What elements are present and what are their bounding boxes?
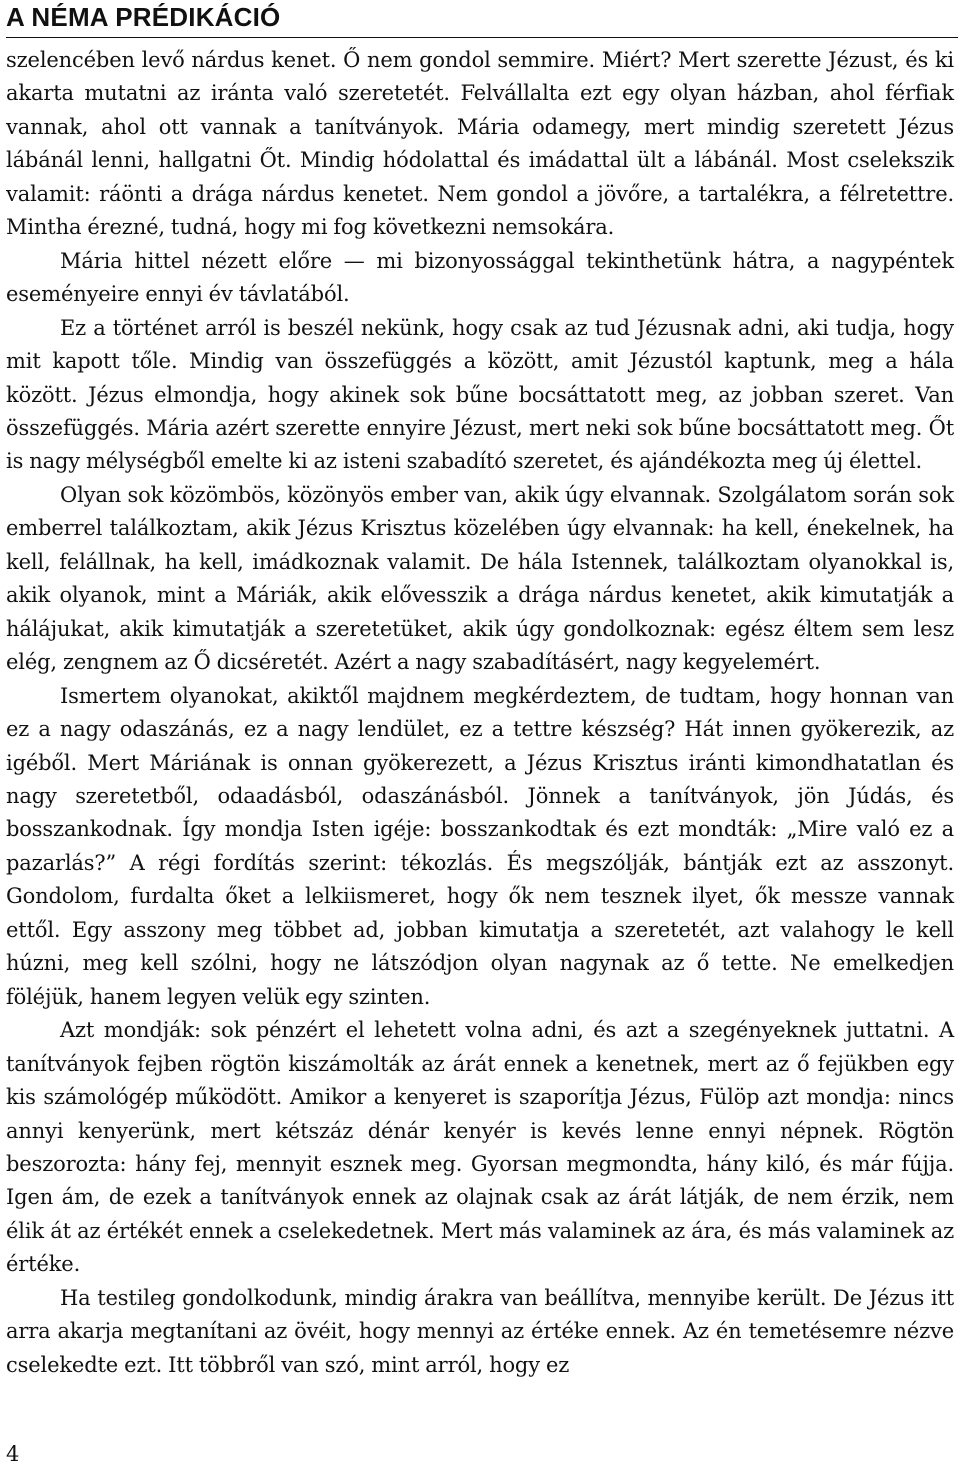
paragraph-2: Mária hittel nézett előre — mi bizonyossággal tekinthetünk hátra, a nagypéntek eseményeire ennyi év távlatából. — [6, 248, 954, 307]
header-title: A NÉMA PRÉDIKÁCIÓ — [6, 2, 281, 32]
paragraph-4: Olyan sok közömbös, közönyös ember van, akik úgy elvannak. Szolgálatom során sok emberrel találkoztam, akik Jézus Krisztus közelében úgy elvannak: ha kell, énekelnek, ha kell, felállnak, ha kell, imádkoznak valamit. De hála Istennek, találkoztam olyanokkal is, akik olyanok, mint a Máriák, akik elővesszik a drága nárdus kenetet, akik kimutatják a hálájukat, akik kimutatják a szeretetüket, akik úgy gondolkoznak: egész éltem sem lesz elég, zengnem az Ő dicséretét. Azért a nagy szabadításért, nagy kegyelemért. — [6, 482, 954, 675]
paragraph-7: Ha testileg gondolkodunk, mindig árakra van beállítva, mennyibe került. De Jézus itt arra akarja megtanítani az övéit, hogy mennyi az értéke ennek. Az én temetésemre nézve cselekedte ezt. Itt többről van szó, mint arról, hogy ez — [6, 1285, 954, 1377]
body-text — [6, 44, 954, 1382]
paragraph-1: szelencében levő nárdus kenet. Ő nem gondol semmire. Miért? Mert szerette Jézust, és ki akarta mutatni az iránta való szeretetét. Felvállalta ezt egy olyan házban, ahol férfiak vannak, ahol ott vannak a tanítványok. Mária odamegy, mert mindig szeretett Jézus lábánál lenni, hallgatni Őt. Mindig hódolattal és imádattal ült a lábánál. Most cselekszik valamit: ráönti a drága nárdus kenetet. Nem gondol a jövőre, a tartalékra, a félretettre. Mintha érezné, tudná, hogy mi fog következni nemsokára. — [6, 48, 954, 240]
paragraph-5: Ismertem olyanokat, akiktől majdnem megkérdeztem, de tudtam, hogy honnan van ez a nagy odaszánás, ez a nagy lendület, ez a tettre készség? Hát innen gyökerezik, az igéből. Mert Máriának is onnan gyökerezett, a Jézus Krisztus iránti kimondhatatlan és nagy szeretetből, odaadásból, odaszánásból. Jönnek a tanítványok, jön Júdás, és bosszankodnak. Így mondja Isten igéje: bosszankodtak és ezt mondták: „Mire való ez a pazarlás?” A régi fordítás szerint: tékozlás. És megszólják, bántják ezt az asszonyt. Gondolom, furdalta őket a lelkiismeret, hogy ők nem tesznek ilyet, ők messze vannak ettől. Egy asszony meg többet ad, jobban kimutatja a szeretetét, azt valahogy le kell húzni, meg kell szólni, hogy ne látszódjon olyan nagynak az ő tette. Ne emelkedjen föléjük, hanem legyen velük egy szinten. — [6, 683, 954, 1009]
paragraph-6: Azt mondják: sok pénzért el lehetett volna adni, és azt a szegényeknek juttatni. A tanítványok fejben rögtön kiszámolták az árát ennek a kenetnek, mert az ő fejükben egy kis számológép működött. Amikor a kenyeret is szaporítja Jézus, Fülöp azt mondja: nincs annyi kenyerünk, mert kétszáz dénár kenyér is kevés lenne ennyi népnek. Rögtön beszorozta: hány fej, mennyit esznek meg. Gyorsan megmondta, hány kiló, és már fújja. Igen ám, de ezek a tanítványok ennek az olajnak csak az árát látják, de nem érzik, nem élik át az értékét ennek a cselekedetnek. Mert más valaminek az ára, és más valaminek az értéke. — [6, 1018, 954, 1277]
page-number: 4 — [6, 1442, 20, 1466]
paragraph-3: Ez a történet arról is beszél nekünk, hogy csak az tud Jézusnak adni, aki tudja, hogy mit kapott tőle. Mindig van összefüggés a között, amit Jézustól kaptunk, meg a hála között. Jézus elmondja, hogy akinek sok bűne bocsáttatott meg, az jobban szeret. Van összefüggés. Mária azért szerette ennyire Jézust, mert neki sok bűne bocsáttatott meg. Őt is nagy mélységből emelte ki az isteni szabadító szeretet, és ajándékozta meg új élettel. — [6, 315, 954, 474]
running-header — [6, 0, 958, 38]
